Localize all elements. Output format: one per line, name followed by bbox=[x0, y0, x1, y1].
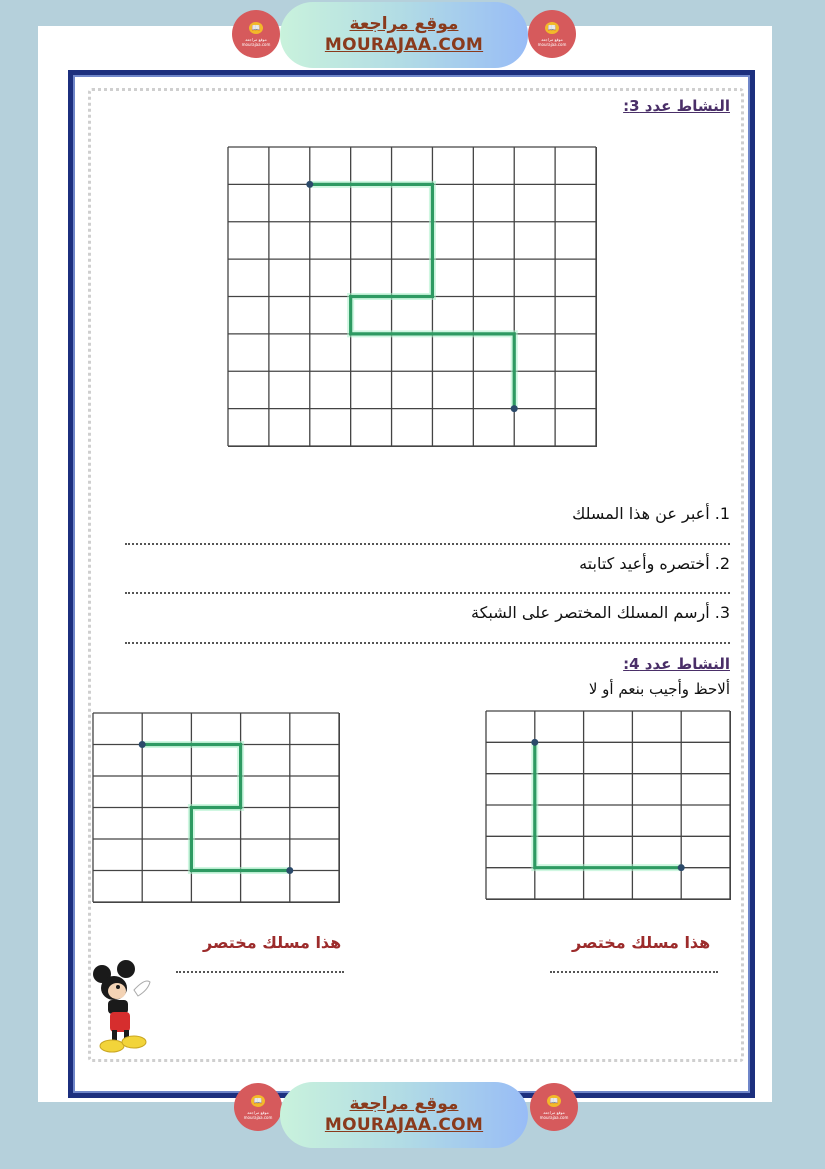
question-1: 1. أعبر عن هذا المسلك bbox=[572, 504, 730, 523]
logo-text: موقع مراجعة mourajaa.com bbox=[243, 1109, 273, 1120]
route-endpoint bbox=[306, 181, 313, 188]
site-banner-top[interactable] bbox=[280, 2, 528, 68]
question-2: 2. أختصره وأعيد كتابته bbox=[579, 554, 730, 573]
route-endpoint bbox=[511, 405, 518, 412]
banner-arabic: موقع مراجعة bbox=[349, 1094, 459, 1114]
statement-left: هذا مسلك مختصر bbox=[203, 933, 342, 952]
book-icon: 📖 bbox=[545, 22, 559, 34]
mickey-mouse-illustration bbox=[90, 960, 160, 1056]
grid-lines bbox=[228, 147, 596, 446]
book-icon: 📖 bbox=[251, 1095, 265, 1107]
answer-line-left[interactable] bbox=[176, 971, 344, 973]
answer-line-1[interactable] bbox=[125, 543, 730, 545]
logo-text: موقع مراجعة mourajaa.com bbox=[537, 36, 567, 47]
activity4-instruction: ألاحظ وأجيب بنعم أو لا bbox=[588, 680, 730, 698]
site-logo-left-bottom[interactable] bbox=[234, 1083, 282, 1131]
grid-lines bbox=[486, 711, 730, 899]
activity4-title: النشاط عدد 4: bbox=[623, 655, 730, 673]
statement-right: هذا مسلك مختصر bbox=[572, 933, 711, 952]
site-logo-right-bottom[interactable] bbox=[530, 1083, 578, 1131]
book-icon: 📖 bbox=[547, 1095, 561, 1107]
logo-text: موقع مراجعة mourajaa.com bbox=[539, 1109, 569, 1120]
banner-arabic: موقع مراجعة bbox=[349, 14, 459, 34]
banner-latin: MOURAJAA.COM bbox=[324, 35, 484, 55]
banner-latin: MOURAJAA.COM bbox=[324, 1115, 484, 1135]
site-logo-right-top[interactable] bbox=[528, 10, 576, 58]
activity3-grid bbox=[228, 147, 597, 447]
route-endpoint bbox=[531, 739, 538, 746]
site-banner-bottom[interactable] bbox=[280, 1082, 528, 1148]
route-endpoint bbox=[139, 741, 146, 748]
book-icon: 📖 bbox=[249, 22, 263, 34]
answer-line-right[interactable] bbox=[550, 971, 718, 973]
activity4-grid-right bbox=[486, 711, 731, 900]
route-endpoint bbox=[286, 867, 293, 874]
route-endpoint bbox=[678, 864, 685, 871]
site-logo-left-top[interactable] bbox=[232, 10, 280, 58]
question-3: 3. أرسم المسلك المختصر على الشبكة bbox=[471, 603, 730, 622]
logo-text: موقع مراجعة mourajaa.com bbox=[241, 36, 271, 47]
grid-lines bbox=[93, 713, 339, 902]
activity3-title: النشاط عدد 3: bbox=[623, 97, 730, 115]
activity4-grid-left bbox=[93, 713, 340, 903]
answer-line-2[interactable] bbox=[125, 592, 730, 594]
answer-line-3[interactable] bbox=[125, 642, 730, 644]
